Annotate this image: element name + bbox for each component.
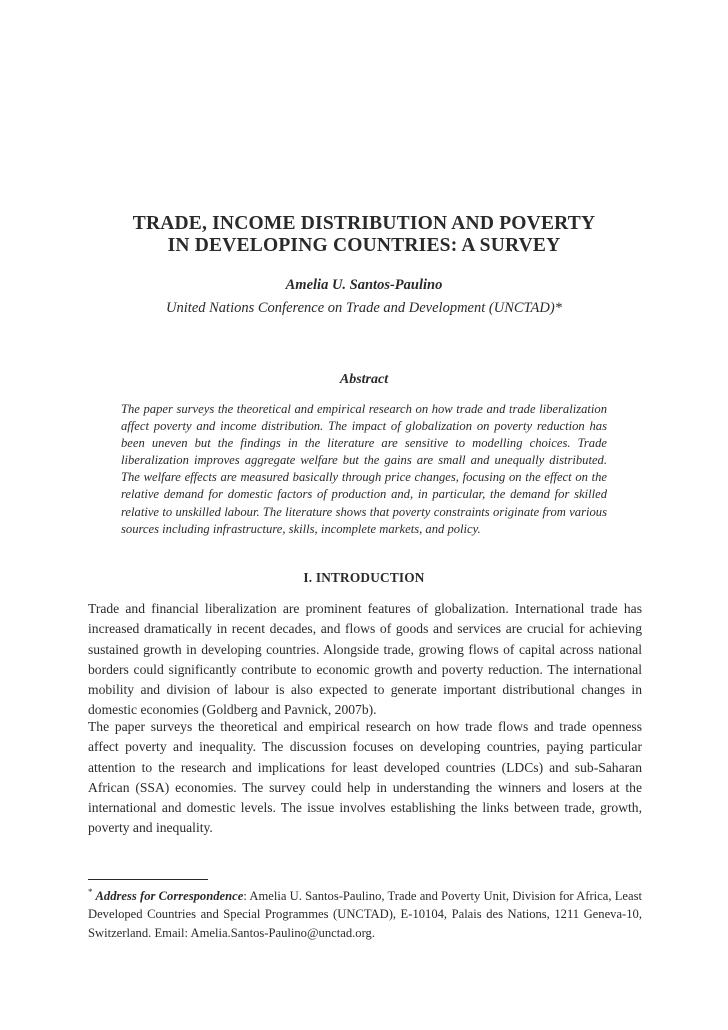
- footnote-mark: *: [88, 886, 93, 897]
- paper-title: [60, 213, 668, 257]
- footnote: [88, 887, 642, 942]
- abstract-heading: Abstract: [339, 372, 389, 387]
- author-affiliation: United Nations Conference on Trade and Development (UNCTAD)*: [166, 300, 562, 316]
- footnote-text: : Amelia U. Santos-Paulino, Trade and Poverty Unit, Division for Africa, Least Developed Countries and Special Programmes (UNCTAD), E-10104, Palais des Nations, 1211 Geneva-10, Switzerland. Email: Amelia.Santos-Paulino@unctad.org.: [88, 889, 642, 940]
- body-paragraph-1: Trade and financial liberalization are prominent features of globalization. International trade has increased dramatically in recent decades, and flows of goods and services are crucial for achieving sustained growth in developing countries. Alongside trade, growing flows of capital across national borders could significantly contribute to economic growth and poverty reduction. The international mobility and division of labour is also expected to generate important distributional changes in domestic economies (Goldberg and Pavnick, 2007b).: [88, 601, 642, 718]
- footnote-label: Address for Correspondence: [95, 889, 244, 903]
- author-name: Amelia U. Santos-Paulino: [285, 277, 443, 293]
- paper-title-line-1: TRADE, INCOME DISTRIBUTION AND POVERTY: [132, 213, 596, 234]
- section-heading-introduction: I. INTRODUCTION: [303, 570, 425, 585]
- abstract-text: The paper surveys the theoretical and empirical research on how trade and trade liberalization affect poverty and income distribution. The impact of globalization on poverty reduction has been uneven but the findings in the literature are sensitive to modelling choices. Trade liberalization improves aggregate welfare but the gains are small and unequally distributed. The welfare effects are measured basically through price changes, focusing on the effect on the relative demand for domestic factors of production and, in particular, the demand for skilled relative to unskilled labour. The literature shows that poverty constraints originate from various sources including infrastructure, skills, incomplete markets, and policy.: [121, 402, 607, 536]
- paper-title-line-2: IN DEVELOPING COUNTRIES: A SURVEY: [167, 235, 561, 256]
- body-paragraph-2: The paper surveys the theoretical and empirical research on how trade flows and trade openness affect poverty and inequality. The discussion focuses on developing countries, paying particular attention to the research and implications for least developed countries (LDCs) and sub-Saharan African (SSA) economies. The survey could help in understanding the winners and losers at the international and domestic levels. The issue involves establishing the links between trade, growth, poverty and inequality.: [88, 719, 642, 836]
- footnote-divider: [88, 879, 208, 880]
